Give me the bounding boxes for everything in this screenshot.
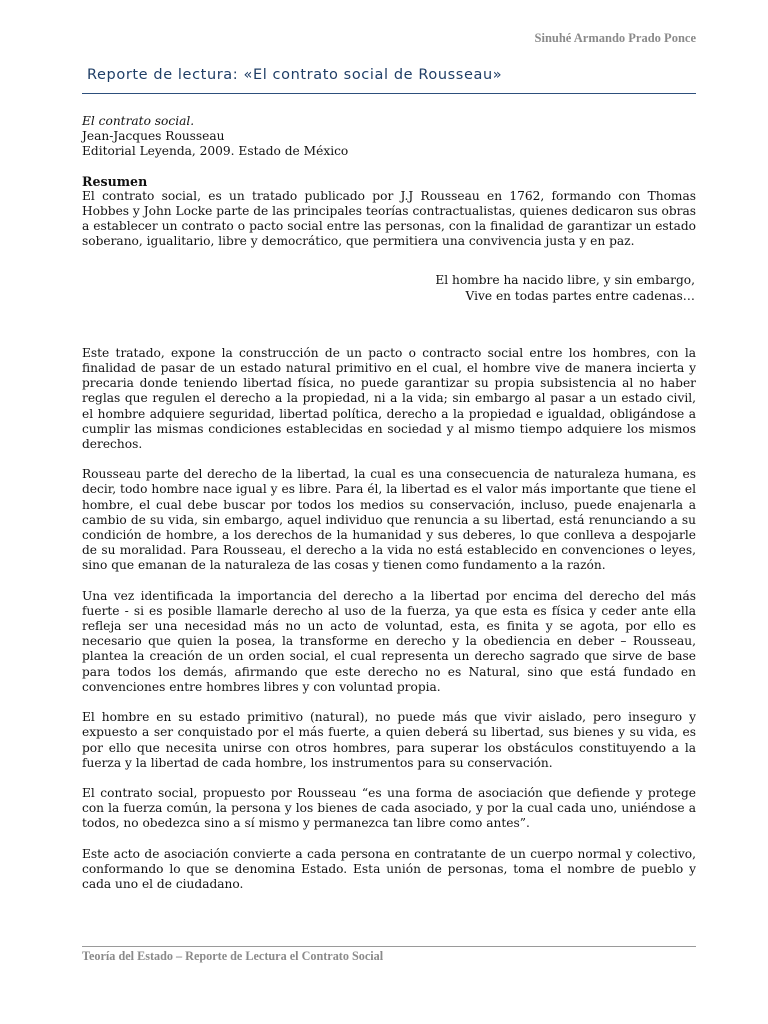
- quote-line-2: Vive en todas partes entre cadenas…: [465, 288, 695, 303]
- summary-intro-paragraph: El contrato social, es un tratado publicado por J.J Rousseau en 1762, formando con Thomas Hobbes y John Locke parte de las principales teorías contractualistas, quienes dedicaron sus obras a establecer un contrato o pacto social entre las personas, con la finalidad de garantizar un estado soberano, igualitario, libre y democrático, que permitiera una convivencia justa y en paz.: [82, 188, 696, 249]
- header-author: Sinuhé Armando Prado Ponce: [534, 31, 696, 45]
- epigraph-quote: [82, 273, 695, 303]
- document-body: [82, 114, 696, 892]
- reference-publisher: Editorial Leyenda, 2009. Estado de México: [82, 144, 349, 159]
- footer-divider: [82, 946, 696, 947]
- body-paragraph: Este acto de asociación convierte a cada persona en contratante de un cuerpo normal y colectivo, conformando lo que se denomina Estado. Esta unión de personas, toma el nombre de pueblo y cada uno el de ciudadano.: [82, 846, 696, 891]
- bibliographic-reference: [82, 114, 696, 160]
- body-paragraph: Una vez identificada la importancia del derecho a la libertad por encima del derecho del más fuerte - si es posible llamarle derecho al uso de la fuerza, ya que esta es física y ceder ante ella refleja ser una necesidad más no un acto de voluntad, esta, es finita y se agota, por ello es necesario que quien la posea, la transforme en derecho y la obediencia en deber – Rousseau, plantea la creación de un orden social, el cual representa un derecho sagrado que sirve de base para todos los demás, afirmando que este derecho no es Natural, sino que está fundado en convenciones entre hombres libres y con voluntad propia.: [82, 588, 696, 694]
- footer-text: Teoría del Estado – Reporte de Lectura el Contrato Social: [82, 949, 384, 963]
- document-title: Reporte de lectura: «El contrato social de Rousseau»: [87, 67, 503, 83]
- body-paragraph: Este tratado, expone la construcción de un pacto o contracto social entre los hombres, con la finalidad de pasar de un estado natural primitivo en el cual, el hombre vive de manera incierta y precaria donde teniendo libertad física, no puede garantizar su propia subsistencia al no haber reglas que regulen el derecho a la propiedad, ni a la vida; sin embargo al pasar a un estado civil, el hombre adquiere seguridad, libertad política, derecho a la propiedad e igualdad, obligándose a cumplir las mismas condiciones establecidas en sociedad y al mismo tiempo adquiere los mismos derechos.: [82, 345, 696, 452]
- body-paragraph: Rousseau parte del derecho de la libertad, la cual es una consecuencia de naturaleza humana, es decir, todo hombre nace igual y es libre. Para él, la libertad es el valor más importante que tiene el hombre, el cual debe buscar por todos los medios su conservación, incluso, puede enajenarla a cambio de su vida, sin embargo, aquel individuo que renuncia a su libertad, está renunciando a su condición de hombre, a los derechos de la humanidad y sus deberes, lo que conlleva a despojarle de su moralidad. Para Rousseau, el derecho a la vida no está establecido en convenciones o leyes, sino que emanan de la naturaleza de las cosas y tienen como fundamento a la razón.: [82, 467, 696, 573]
- summary-heading: Resumen: [82, 173, 148, 189]
- body-paragraph: El contrato social, propuesto por Rousseau “es una forma de asociación que defiende y protege con la fuerza común, la persona y los bienes de cada asociado, y por la cual cada uno, uniéndose a todos, no obedezca sino a sí mismo y permanezca tan libre como antes”.: [82, 785, 696, 831]
- title-divider: [82, 93, 696, 94]
- quote-line-1: El hombre ha nacido libre, y sin embargo,: [435, 273, 695, 288]
- reference-book-title: El contrato social.: [82, 114, 195, 128]
- reference-author: Jean-Jacques Rousseau: [82, 129, 225, 144]
- body-paragraph: El hombre en su estado primitivo (natural), no puede más que vivir aislado, pero inseguro y expuesto a ser conquistado por el más fuerte, a quien deberá su libertad, sus bienes y su vida, es por ello que necesita unirse con otros hombres, para superar los obstáculos constituyendo a la fuerza y la libertad de cada hombre, los instrumentos para su conservación.: [82, 710, 696, 770]
